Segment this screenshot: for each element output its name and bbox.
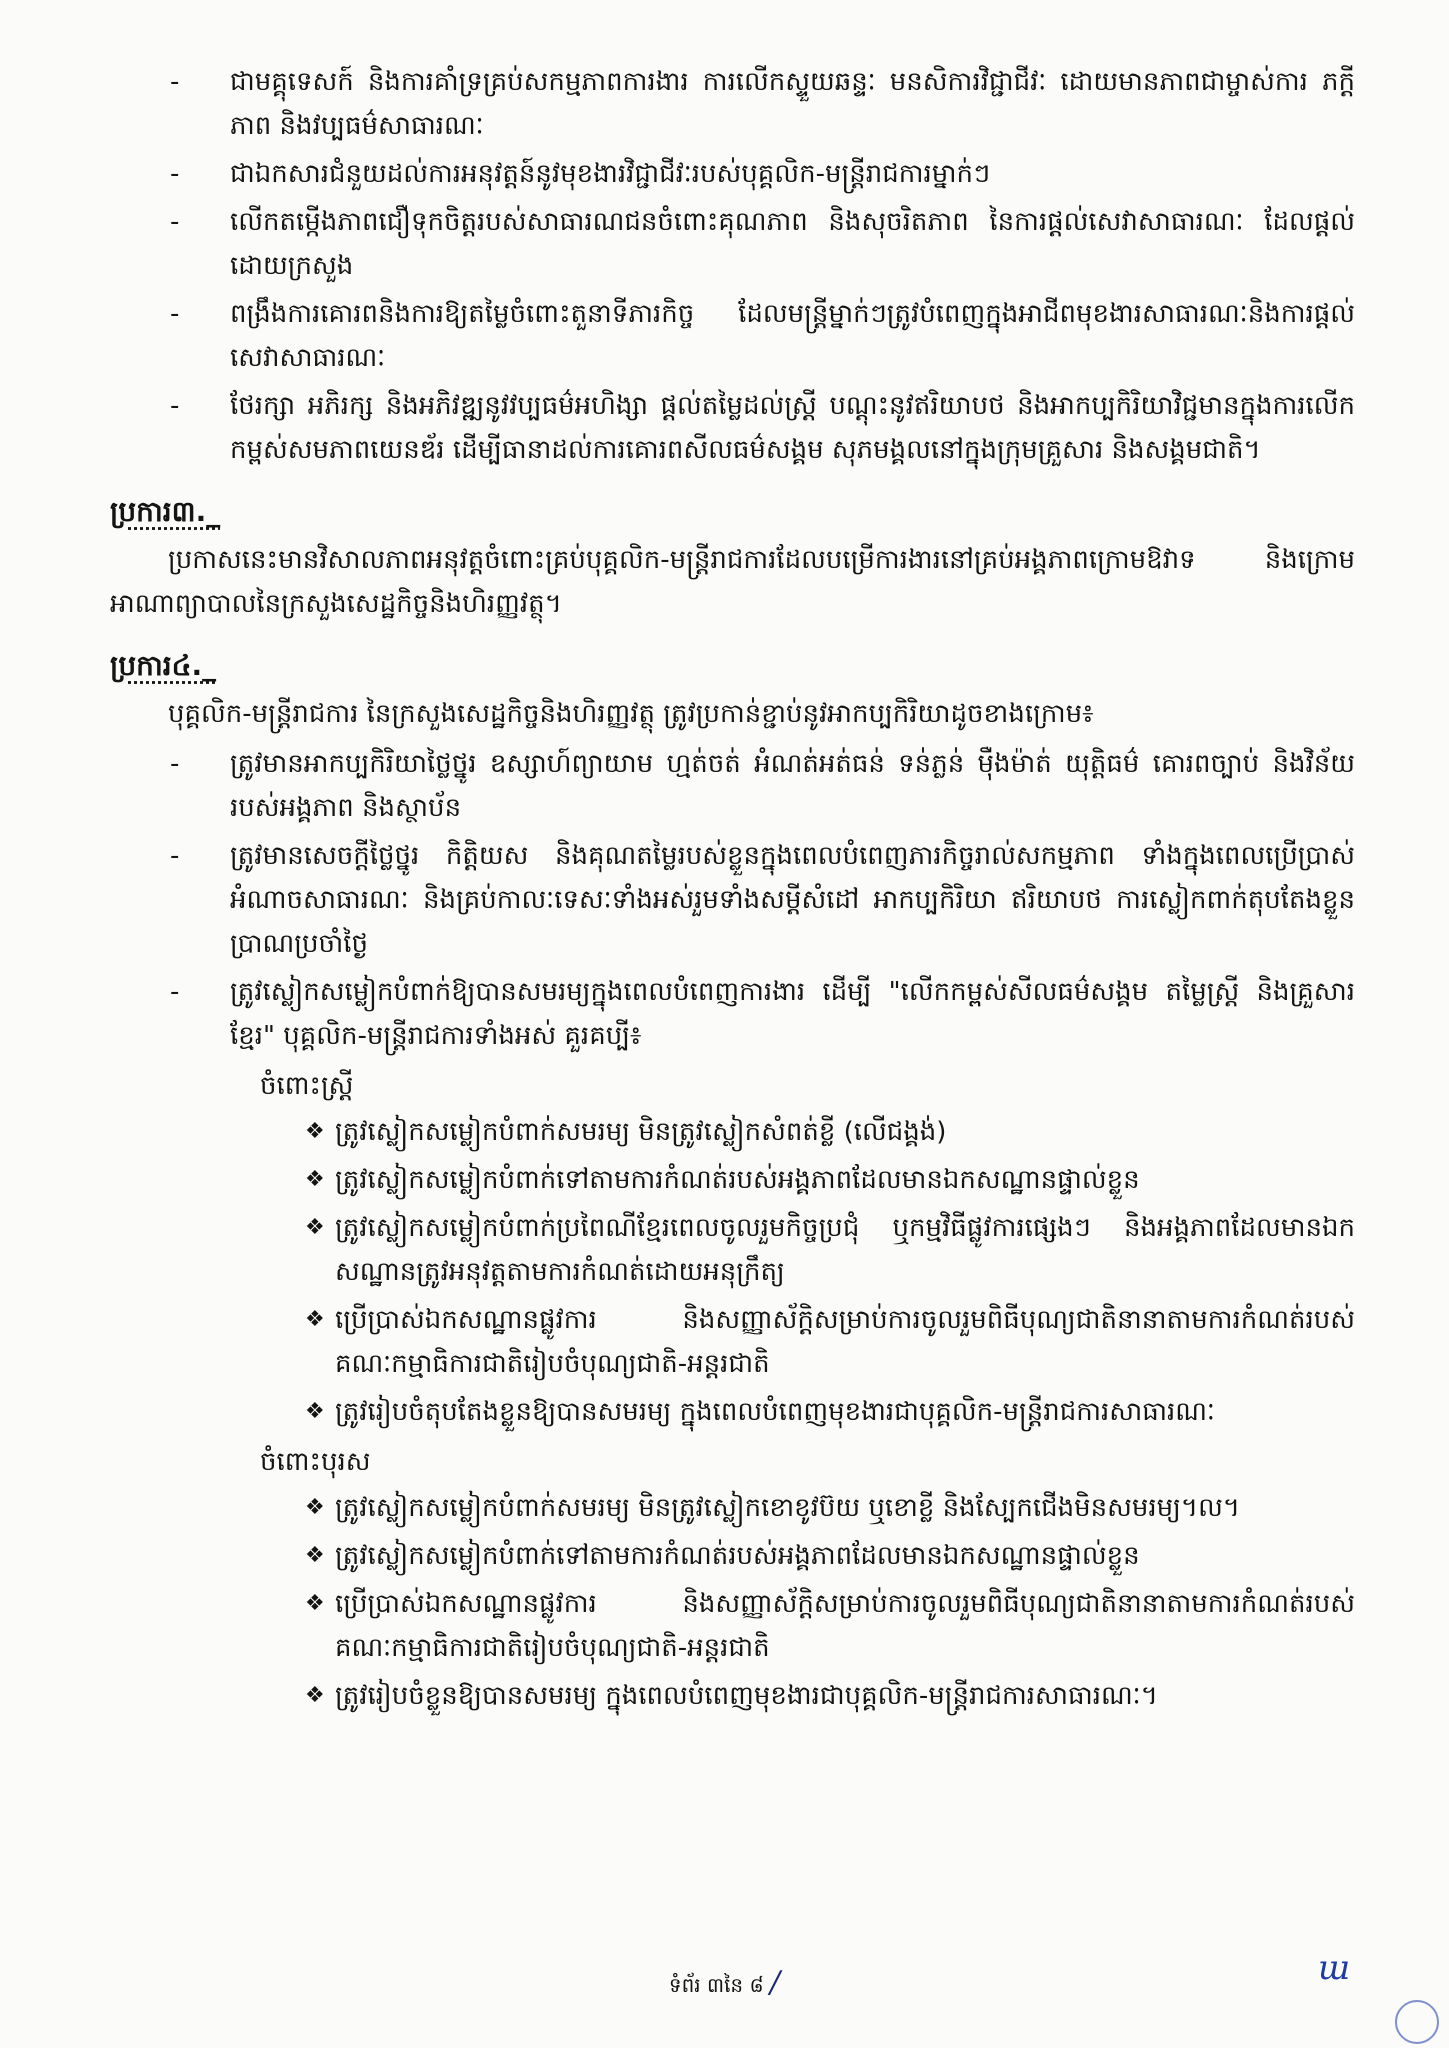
handwritten-mark: / [770, 1965, 781, 2000]
article-3-body: ប្រកាសនេះមានវិសាលភាពអនុវត្តចំពោះគ្រប់បុគ្គលិក-មន្ត្រីរាជការដែលបម្រើការងារនៅគ្រប់អង្គភាពក្រោមឱវាទ និងក្រោមអាណាព្យាបាលនៃក្រសួងសេដ្ឋកិច្ចនិងហិរញ្ញវត្ថុ។ [110, 545, 1355, 619]
stamp-icon [1395, 2000, 1439, 2044]
list-item: ❖ ត្រូវស្លៀកសម្លៀកបំពាក់សមរម្យ មិនត្រូវស្លៀកខោខូវប៊យ ឬខោខ្លី និងស្បែកជើងមិនសមរម្យ។ល។ [305, 1486, 1355, 1530]
list-item: - ត្រូវមានអាកប្បកិរិយាថ្លៃថ្នូរ ឧស្សាហ៍ព្យាយាម ហ្មត់ចត់ អំណត់អត់ធន់ ទន់ភ្លន់ ម៉ឺងម៉ាត់ យុត្តិធម៌ គោរពច្បាប់ និងវិន័យរបស់អង្គភាព និងស្ថាប័ន [170, 749, 1355, 823]
women-heading: ចំពោះស្ត្រី [260, 1071, 354, 1101]
list-item: ❖ ត្រូវស្លៀកសម្លៀកបំពាក់សមរម្យ មិនត្រូវស្លៀកសំពត់ខ្លី (លើជង្គង់) [305, 1110, 1355, 1154]
list-item: ❖ ប្រើប្រាស់ឯកសណ្ឋានផ្លូវការ និងសញ្ញាស័ក្តិសម្រាប់ការចូលរួមពិធីបុណ្យជាតិនានាតាមការកំណត់របស់គណៈកម្មាធិការជាតិរៀបចំបុណ្យជាតិ-អន្តរជាតិ [305, 1582, 1355, 1670]
men-heading: ចំពោះបុរស [260, 1447, 371, 1477]
diamond-bullet-icon: ❖ [305, 1307, 325, 1332]
page-number: ទំព័រ ៣នៃ ៨ [668, 1973, 764, 1997]
women-rules-list [110, 1110, 1355, 1434]
men-rules-list [110, 1486, 1355, 1718]
list-item: - ត្រូវមានសេចក្ដីថ្លៃថ្នូរ កិត្តិយស និងគុណតម្លៃរបស់ខ្លួនក្នុងពេលបំពេញភារកិច្ចរាល់សកម្មភាព ទាំងក្នុងពេលប្រើប្រាស់អំណាចសាធារណៈ និងគ្រប់កាលៈទេសៈទាំងអស់រួមទាំងសម្ដីសំដៅ អាកប្បកិរិយា ឥរិយាបថ ការស្លៀកពាក់តុបតែងខ្លួនប្រាណប្រចាំថ្ងៃ [170, 841, 1355, 959]
list-item: - ជាឯកសារជំនួយដល់ការអនុវត្តន៍នូវមុខងារវិជ្ជាជីវៈរបស់បុគ្គលិក-មន្ត្រីរាជការម្នាក់ៗ [170, 159, 991, 189]
list-item: - ពង្រឹងការគោរពនិងការឱ្យតម្លៃចំពោះតួនាទីភារកិច្ច ដែលមន្ត្រីម្នាក់ៗត្រូវបំពេញក្នុងអាជីពមុខងារសាធារណៈនិងការផ្ដល់សេវាសាធារណៈ [170, 299, 1355, 373]
article-4-intro: បុគ្គលិក-មន្ត្រីរាជការ នៃក្រសួងសេដ្ឋកិច្ចនិងហិរញ្ញវត្ថុ ត្រូវប្រកាន់ខ្ជាប់នូវអាកប្បកិរិយាដូចខាងក្រោម៖ [168, 699, 1094, 729]
diamond-bullet-icon: ❖ [305, 1167, 325, 1192]
list-item: ❖ ប្រើប្រាស់ឯកសណ្ឋានផ្លូវការ និងសញ្ញាស័ក្តិសម្រាប់ការចូលរួមពិធីបុណ្យជាតិនានាតាមការកំណត់របស់គណៈកម្មាធិការជាតិរៀបចំបុណ្យជាតិ-អន្តរជាតិ [305, 1298, 1355, 1386]
document-body [110, 60, 1355, 1724]
diamond-bullet-icon: ❖ [305, 1119, 325, 1144]
list-item: ❖ ត្រូវស្លៀកសម្លៀកបំពាក់ទៅតាមការកំណត់របស់អង្គភាពដែលមានឯកសណ្ឋានផ្ទាល់ខ្លួន [305, 1158, 1355, 1202]
list-item: - ត្រូវស្លៀកសម្លៀកបំពាក់ឱ្យបានសមរម្យក្នុងពេលបំពេញការងារ ដើម្បី "លើកកម្ពស់សីលធម៌សង្គម តម្លៃស្ត្រី និងគ្រួសារខ្មែរ" បុគ្គលិក-មន្ត្រីរាជការទាំងអស់ គួរគប្បី៖ [170, 977, 1355, 1051]
list-item: ❖ ត្រូវរៀបចំតុបតែងខ្លួនឱ្យបានសមរម្យ ក្នុងពេលបំពេញមុខងារជាបុគ្គលិក-មន្ត្រីរាជការសាធារណៈ [305, 1390, 1355, 1434]
diamond-bullet-icon: ❖ [305, 1495, 325, 1520]
diamond-bullet-icon: ❖ [305, 1591, 325, 1616]
page-footer [0, 1965, 1449, 2002]
list-item: - ជាមគ្គុទេសក៍ និងការគាំទ្រគ្រប់សកម្មភាពការងារ ការលើកស្ទួយឆន្ទៈ មនសិការវិជ្ជាជីវៈ ដោយមានភាពជាម្ចាស់ការ ភក្ដីភាព និងវប្បធម៌សាធារណៈ [170, 67, 1355, 141]
list-item: - លើកតម្កើងភាពជឿទុកចិត្តរបស់សាធារណជនចំពោះគុណភាព និងសុចរិតភាព នៃការផ្ដល់សេវាសាធារណៈ ដែលផ្ដល់ដោយក្រសួង [170, 207, 1355, 281]
diamond-bullet-icon: ❖ [305, 1683, 325, 1708]
list-item: ❖ ត្រូវរៀបចំខ្លួនឱ្យបានសមរម្យ ក្នុងពេលបំពេញមុខងារជាបុគ្គលិក-មន្ត្រីរាជការសាធារណៈ។ [305, 1674, 1355, 1718]
list-item: ❖ ត្រូវស្លៀកសម្លៀកបំពាក់ទៅតាមការកំណត់របស់អង្គភាពដែលមានឯកសណ្ឋានផ្ទាល់ខ្លួន [305, 1534, 1355, 1578]
list-item: ❖ ត្រូវស្លៀកសម្លៀកបំពាក់ប្រពៃណីខ្មែរពេលចូលរួមកិច្ចប្រជុំ ឬកម្មវិធីផ្លូវការផ្សេងៗ និងអង្គភាពដែលមានឯកសណ្ឋានត្រូវអនុវត្តតាមការកំណត់ដោយអនុក្រឹត្យ [305, 1206, 1355, 1294]
diamond-bullet-icon: ❖ [305, 1543, 325, 1568]
handwritten-initial: ɯ [1318, 1948, 1351, 1988]
article-4-heading: ប្រការ៤._ [110, 649, 217, 682]
objectives-list [110, 60, 1355, 472]
diamond-bullet-icon: ❖ [305, 1399, 325, 1424]
diamond-bullet-icon: ❖ [305, 1215, 325, 1240]
list-item: - ថែរក្សា អភិរក្ស និងអភិវឌ្ឍនូវវប្បធម៌អហិង្សា ផ្ដល់តម្លៃដល់ស្ត្រី បណ្ដុះនូវឥរិយាបថ និងអាកប្បកិរិយាវិជ្ជមានក្នុងការលើកកម្ពស់សមភាពយេនឌ័រ ដើម្បីធានាដល់ការគោរពសីលធម៌សង្គម សុភមង្គលនៅក្នុងក្រុមគ្រួសារ និងសង្គមជាតិ។ [170, 391, 1355, 465]
article-3-heading: ប្រការ៣._ [110, 495, 221, 528]
conduct-list [110, 742, 1355, 1058]
